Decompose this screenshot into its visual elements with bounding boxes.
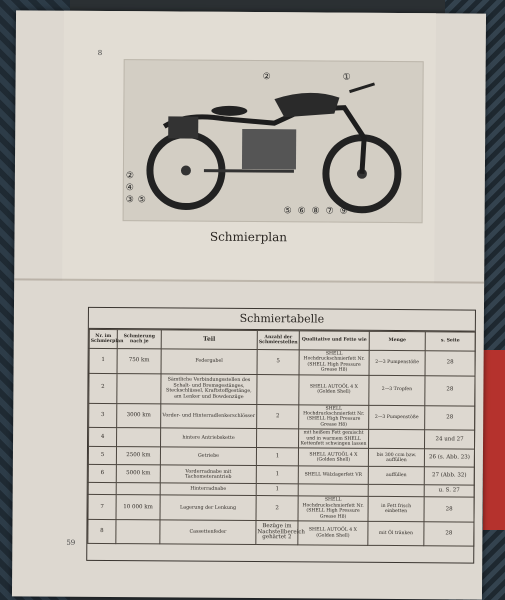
- cell-quality: SHELL AUTOÖL 4 X (Golden Shell): [298, 448, 368, 466]
- marker-5: ⑤: [137, 195, 146, 206]
- cell-amount: auffüllen: [368, 467, 424, 485]
- marker-4: ④: [125, 183, 134, 194]
- header-interval: Schmierung nach je: [117, 330, 161, 349]
- header-amount: Menge: [369, 331, 425, 350]
- marker-8: ⑧: [311, 206, 320, 217]
- saddle: [211, 106, 247, 116]
- marker-3: ③: [125, 195, 134, 206]
- cell-page: 24 und 27: [424, 430, 474, 450]
- cell-quality: SHELL Hochdruckschmierfett Nr. (SHELL High Pressure Grease H8): [299, 350, 369, 375]
- cell-page: u. S. 27: [424, 485, 474, 497]
- handlebar: [349, 84, 374, 92]
- cell-interval: 3000 km: [117, 403, 161, 428]
- manual-page: [12, 10, 486, 599]
- cell-quality: SHELL Wälzlagerfett VR: [298, 466, 368, 484]
- cell-amount: in Fett frisch einbetten: [368, 497, 424, 522]
- cell-page: 28: [425, 351, 475, 376]
- upper-page: [62, 11, 436, 284]
- cell-quality: [298, 484, 368, 496]
- cell-interval: [117, 373, 161, 403]
- motorcycle-photo: [123, 59, 424, 223]
- cell-interval: [116, 483, 160, 495]
- engine: [242, 129, 296, 169]
- cell-interval: [116, 520, 160, 544]
- cell-quality: SHELL Hochdruckschmierfett Nr. (SHELL High Pressure Grease H8): [299, 404, 369, 429]
- schmierplan-title: Schmierplan: [209, 229, 288, 245]
- margin-number-bottom: 59: [66, 538, 76, 547]
- marker-2: ②: [125, 171, 135, 182]
- cell-nr: 2: [89, 373, 117, 403]
- cell-part: Sämtliche Verbindungsstellen des Schalt- und Bremsgestänges, Steckschlüssel, Kraftstoffgestänge, am Lenker und Bowdenzüge: [161, 374, 257, 405]
- cell-nr: 7: [88, 495, 116, 520]
- rear-hub: [181, 166, 191, 176]
- cell-page: 26 (s. Abb. 23): [424, 449, 474, 467]
- cell-part: Vorder- und Hinterradlenkerschlösser: [161, 404, 257, 429]
- cell-quality: SHELL AUTOÖL 4 X (Golden Shell): [298, 521, 368, 545]
- toolbox: [168, 116, 198, 138]
- cell-part: hintere Antriebskette: [161, 428, 257, 448]
- cell-nr: 8: [88, 519, 116, 543]
- cell-count: 2: [256, 496, 298, 521]
- cell-quality: SHELL AUTOÖL 4 X (Golden Shell): [299, 374, 369, 404]
- cell-nr: 1: [89, 348, 117, 373]
- cell-interval: [117, 428, 161, 448]
- cell-part: Hinterradnabe: [160, 483, 256, 496]
- cell-amount: [368, 430, 424, 450]
- cell-part: Federgabel: [161, 349, 257, 374]
- cell-nr: 5: [88, 447, 116, 465]
- marker-6: ⑥: [297, 206, 306, 217]
- table-row: [89, 373, 475, 406]
- cell-nr: 6: [88, 465, 116, 483]
- marker-9: ⑨: [339, 206, 348, 217]
- cell-amount: 2—3 Pumpenstöße: [369, 350, 425, 375]
- cell-amount: 2—3 Tropfen: [369, 375, 425, 405]
- cell-nr: [88, 483, 116, 495]
- header-quality: Qualitative und Fette wie: [299, 331, 369, 350]
- table-row: [89, 348, 475, 375]
- motorcycle-illustration: [124, 60, 423, 222]
- cell-page: 28: [425, 405, 475, 430]
- header-count: Anzahl der Schmierstellen: [257, 331, 299, 350]
- cell-interval: 2500 km: [116, 447, 160, 465]
- schmiertabelle: [86, 307, 476, 564]
- cell-part: Getriebe: [160, 447, 256, 466]
- header-page: s. Seite: [425, 332, 475, 351]
- table-row: [89, 403, 475, 430]
- marker-1: ①: [342, 72, 351, 83]
- cell-nr: 4: [89, 428, 117, 447]
- cell-count: [257, 429, 299, 449]
- table-row: [88, 519, 474, 546]
- margin-number-top: 8: [97, 48, 103, 57]
- cell-quality: SHELL Hochdruckschmierfett Nr. (SHELL High Pressure Grease H8): [298, 496, 368, 521]
- cell-nr: 3: [89, 403, 117, 428]
- cell-interval: 5000 km: [116, 465, 160, 483]
- cell-count: 1: [256, 466, 298, 484]
- lubrication-table: [87, 329, 475, 547]
- cell-page: 28: [424, 522, 474, 546]
- chain: [204, 171, 294, 172]
- cell-interval: 750 km: [117, 349, 161, 374]
- header-nr: Nr. im Schmierplan: [89, 329, 117, 348]
- cell-count: 2: [257, 404, 299, 429]
- cell-count: 5: [257, 350, 299, 375]
- cell-page: 27 (Abb. 32): [424, 467, 474, 485]
- fuel-tank: [274, 93, 339, 118]
- cell-amount: bis 300 ccm bzw. auffüllen: [368, 449, 424, 467]
- marker-5-bottom: ⑤: [283, 206, 292, 217]
- table-row: [89, 428, 475, 450]
- cell-part: Vorderradnabe mit Tachometerantrieb: [160, 465, 256, 484]
- marker-2-top: ②: [262, 72, 271, 83]
- marker-7: ⑦: [325, 206, 334, 217]
- cell-count: [257, 374, 299, 404]
- cell-part: Lagerung der Lenkung: [160, 495, 256, 520]
- cell-page: 28: [424, 497, 474, 522]
- background-red-card: [483, 350, 505, 530]
- cell-interval: 10 000 km: [116, 495, 160, 520]
- cell-count: Bezüge im Nachstellbereich gehärtet 2: [256, 521, 298, 545]
- cell-amount: [368, 485, 424, 497]
- cell-page: 28: [425, 375, 475, 405]
- table-row: [88, 495, 474, 522]
- cell-amount: 2—3 Pumpenstöße: [369, 405, 425, 430]
- header-part: Teil: [161, 330, 257, 350]
- cell-count: 1: [256, 448, 298, 466]
- cell-part: Cassettenfeder: [160, 520, 256, 545]
- cell-amount: mit Öl tränken: [368, 521, 424, 545]
- schmiertabelle-title: Schmiertabelle: [89, 308, 475, 332]
- cell-count: 1: [256, 484, 298, 496]
- cell-quality: mit heißem Fett gemischt und in warmem SHELL Kettenfett schwingen lassen: [299, 429, 369, 449]
